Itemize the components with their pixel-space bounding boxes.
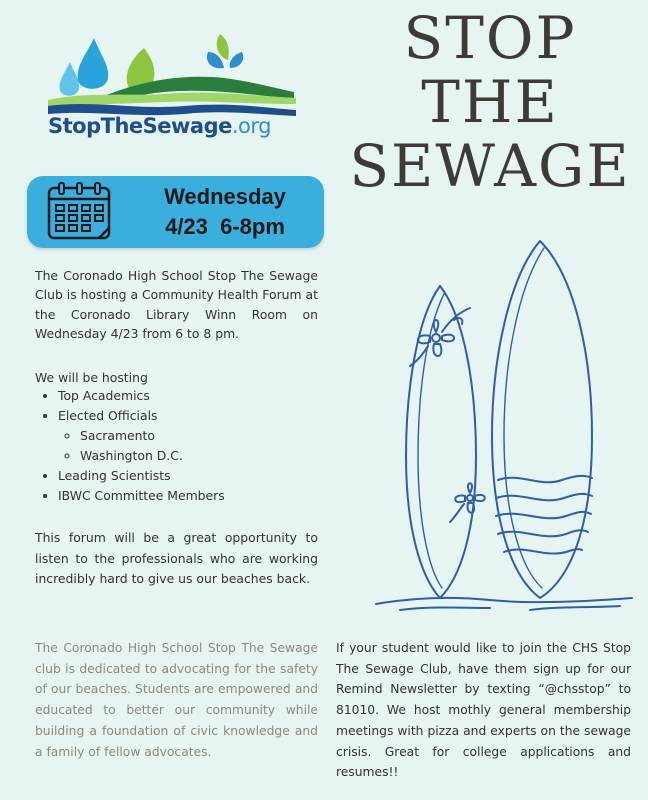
stop-the-sewage-logo: [44, 30, 304, 150]
event-datetime: 4/23 6-8pm: [165, 214, 285, 239]
event-day: Wednesday: [164, 184, 286, 209]
event-date-text: [135, 182, 315, 242]
hosting-label: We will be hosting: [35, 370, 148, 385]
logo-wordmark: [48, 114, 271, 138]
list-item: • Top Academics: [58, 386, 328, 406]
title-line-2: THE: [421, 68, 559, 136]
list-item: • IBWC Committee Members: [58, 486, 328, 506]
list-item: ◦ Washington D.C.: [80, 446, 328, 466]
surfboards-illustration-icon: [370, 236, 640, 616]
logo-graphic-icon: [44, 30, 304, 120]
officials-sublist: [58, 426, 328, 466]
calendar-icon: [45, 182, 127, 242]
join-instructions: If your student would like to join the CHS Stop The Sewage Club, have them sign up for our Remind Newsletter by texting “@chsstop” to 81010. We host mothly general membership meetings with pizza and experts on the sewage crisis. Great for college applications and resumes!!: [336, 641, 631, 780]
page-title: [340, 6, 640, 198]
hosting-list: [35, 386, 328, 506]
event-date-badge: [27, 176, 324, 248]
intro-paragraph: The Coronado High School Stop The Sewage Club is hosting a Community Health Forum at the Coronado Library Winn Room on Wednesday 4/23 from 6 to 8 pm.: [35, 268, 318, 341]
list-item: ◦ Sacramento: [80, 426, 328, 446]
list-item: • Leading Scientists: [58, 466, 328, 486]
title-line-1: STOP: [403, 4, 577, 72]
logo-tld: .org: [231, 114, 271, 138]
forum-paragraph: This forum will be a great opportunity to listen to the professionals who are working incredibly hard to give us our beaches back.: [35, 530, 318, 586]
list-item: [58, 406, 328, 466]
list-item-label: Elected Officials: [58, 408, 158, 423]
club-description: The Coronado High School Stop The Sewage club is dedicated to advocating for the safety of our beaches. Students are empowered and educated to better our community while building a foundation of civic knowledge and a family of fellow advocates.: [35, 641, 318, 759]
title-line-3: SEWAGE: [349, 132, 631, 200]
logo-name: StopTheSewage: [48, 114, 232, 138]
